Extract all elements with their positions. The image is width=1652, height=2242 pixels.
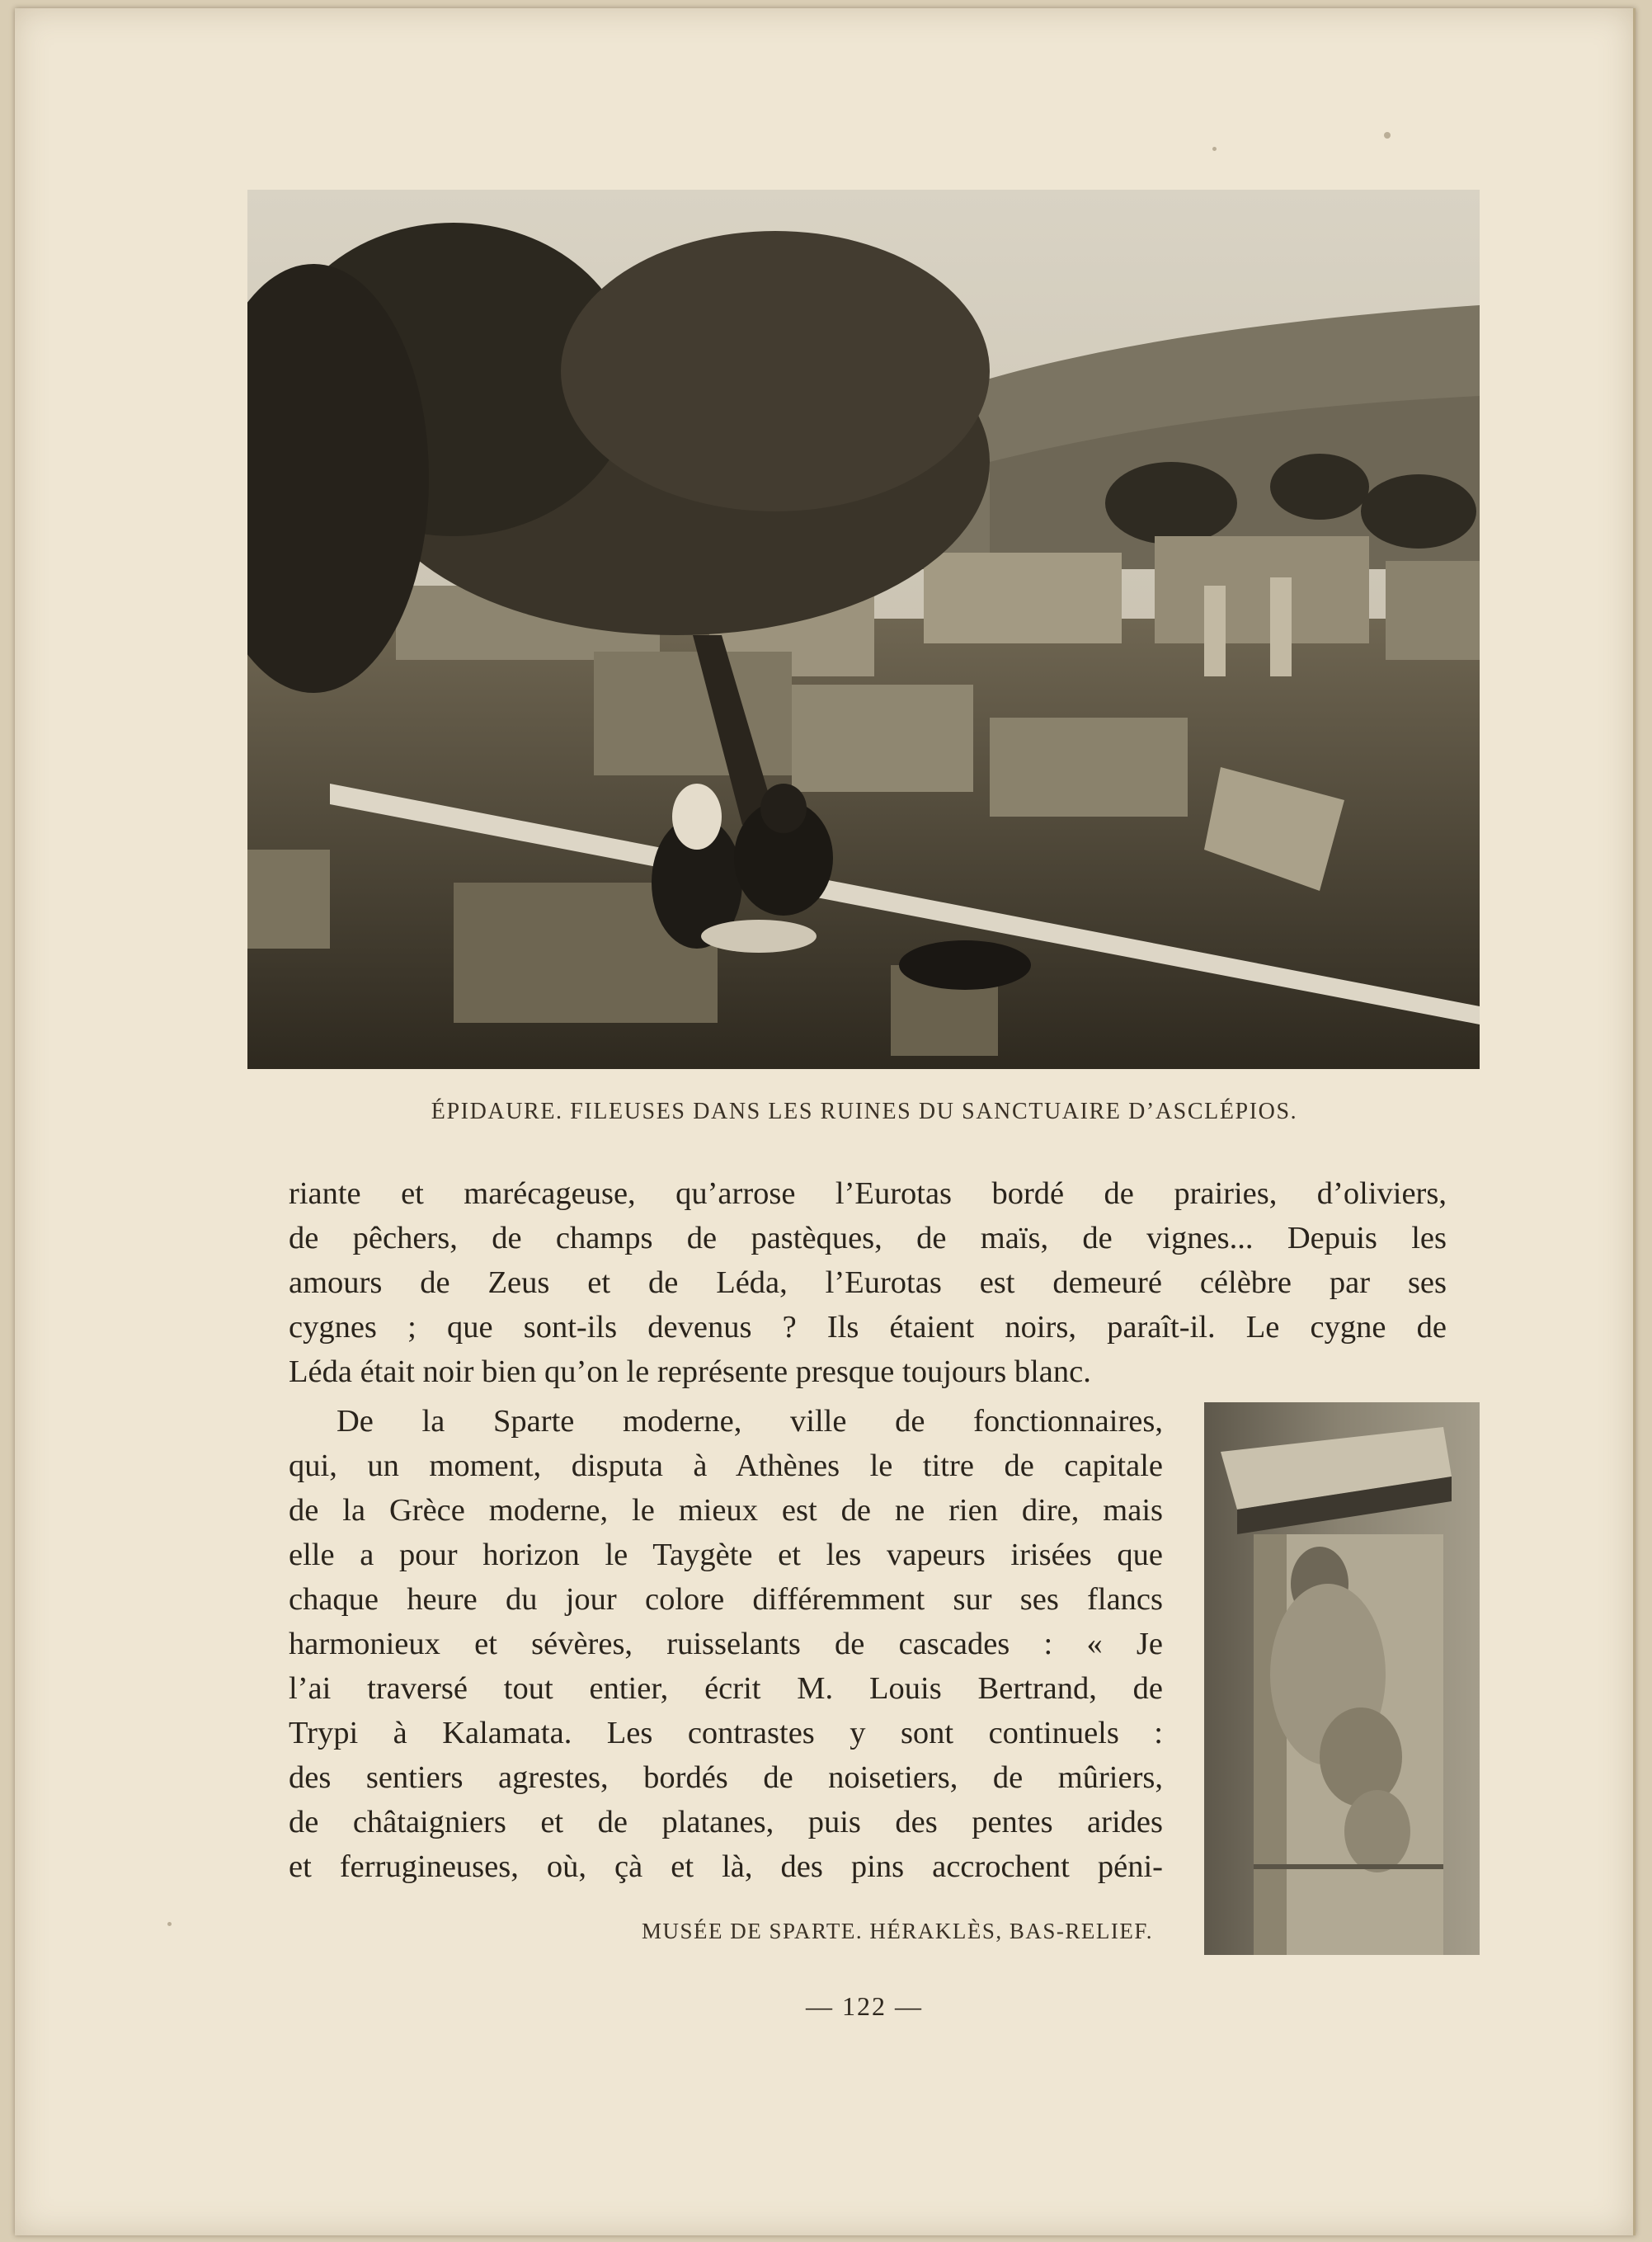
text-line: amours de Zeus et de Léda, l’Eurotas est demeuré célèbre par ses [289, 1265, 1447, 1300]
photo-epidaurus-spinners [247, 190, 1480, 1069]
text-line: harmonieux et sévères, ruisselants de cascades : « Je [289, 1627, 1163, 1661]
photo-herakles-relief [1204, 1402, 1480, 1955]
paragraph-sparte-moderne [289, 1399, 1163, 1889]
photo-caption-epidaurus: ÉPIDAURE. FILEUSES DANS LES RUINES DU SANCTUAIRE D’ASCLÉPIOS. [431, 1099, 1298, 1124]
text-line: De la Sparte moderne, ville de fonctionnaires, [337, 1404, 1163, 1439]
paper-spot [1212, 147, 1217, 151]
text-line: chaque heure du jour colore différemment sur ses flancs [289, 1582, 1163, 1617]
text-line: de la Grèce moderne, le mieux est de ne rien dire, mais [289, 1493, 1163, 1528]
text-line: elle a pour horizon le Taygète et les vapeurs irisées que [289, 1538, 1163, 1572]
text-line: cygnes ; que sont-ils devenus ? Ils étaient noirs, paraît-il. Le cygne de [289, 1310, 1447, 1345]
text-line: de pêchers, de champs de pastèques, de maïs, de vignes... Depuis les [289, 1221, 1447, 1255]
text-line: riante et marécageuse, qu’arrose l’Eurotas bordé de prairies, d’oliviers, [289, 1176, 1447, 1211]
book-page [15, 8, 1636, 2235]
photo-caption-herakles: MUSÉE DE SPARTE. HÉRAKLÈS, BAS-RELIEF. [641, 1919, 1153, 1943]
text-line: des sentiers agrestes, bordés de noisetiers, de mûriers, [289, 1760, 1163, 1795]
photo-herakles-image [1204, 1402, 1480, 1955]
paper-spot [1384, 132, 1391, 139]
photo-epidaurus-image [247, 190, 1480, 1069]
page-number: — 122 — [806, 1991, 923, 2021]
text-line: Léda était noir bien qu’on le représente presque toujours blanc. [289, 1354, 1091, 1389]
text-line: l’ai traversé tout entier, écrit M. Louis Bertrand, de [289, 1671, 1163, 1706]
text-line: de châtaigniers et de platanes, puis des pentes arides [289, 1805, 1163, 1839]
text-line: qui, un moment, disputa à Athènes le titre de capitale [289, 1448, 1163, 1483]
paper-spot [167, 1922, 172, 1926]
text-line: et ferrugineuses, où, çà et là, des pins accrochent péni- [289, 1849, 1163, 1884]
paragraph-eurotas [289, 1171, 1447, 1394]
text-line: Trypi à Kalamata. Les contrastes y sont continuels : [289, 1716, 1163, 1750]
